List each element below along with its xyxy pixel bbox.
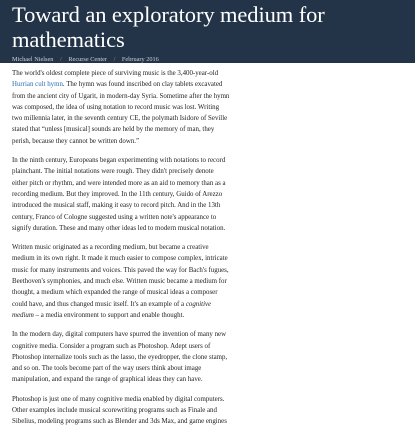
hurrian-hymn-link[interactable]: Hurrian cult hymn [12, 81, 63, 89]
meta-separator: / [60, 56, 62, 63]
paragraph-text: Written music originated as a recording medium, but became a creative medium in its own right. It made it much easier to compose complex, intricate music for many instruments and voices. This paved the way for Bach's fugues, Beethoven's symphonies, and much else. Written music became a medium for thought, a medium which expanded the range of musical ideas a composer could have, and thus changed music itself. It's an example of a [12, 244, 229, 308]
article-paragraph: Photoshop is just one of many cognitive media enabled by digital computers. Other examples include musical scorewriting programs such as Finale and Sibelius, modeling programs such as Blender and 3ds Max, and game engines [12, 395, 227, 426]
paragraph-text: . The hymn was found inscribed on clay tablets excavated from the ancient city of Ugarit, in modern-day Syria. Sometime after the hymn was composed, the idea of using notation to record music was lost. Writing two millennia later, in the seventh century CE, the polymath Isidore of Seville stated that “unless [musical] sounds are held by the memory of man, they perish, because they cannot be written down.” [12, 81, 230, 145]
emphasized-term: cognitive medium [12, 300, 212, 319]
publish-date: February 2016 [121, 56, 159, 63]
page-title: Toward an exploratory medium for mathematics [12, 2, 325, 52]
article-paragraph: In the ninth century, Europeans began experimenting with notations to record plainchant. The initial notations were rough. They didn't precisely denote either pitch or rhythm, and were intended more as an aid to memory than as a recording medium. But they improved. In the 11th century, Guido of Arezzo introduced the musical staff, making it easy to record pitch. And in the 13th century, Franco of Cologne suggested using a written note's appearance to signify duration. These and many other ideas led to modern musical notation. [12, 157, 226, 232]
meta-separator: / [113, 56, 116, 63]
article-body [0, 63, 415, 428]
article-paragraph [12, 242, 230, 321]
article-paragraph: In the modern day, digital computers have spurred the invention of many new cognitive media. Consider a program such as Photoshop. Adept users of Photoshop internalize tools such as the lasso, the eyedropper, the clone stamp, and so on. The tools become part of the way users think about image manipulation, and expand the range of graphical ideas they can have. [12, 331, 228, 384]
article-header [0, 0, 415, 63]
organization-name: Recurse Center [68, 56, 107, 63]
author-name: Michael Nielsen [12, 56, 54, 63]
paragraph-text: – a media environment to support and enable thought. [33, 311, 185, 319]
paragraph-text: The world's oldest complete piece of surviving music is the 3,400-year-old [12, 70, 219, 77]
article-paragraph [12, 68, 230, 147]
